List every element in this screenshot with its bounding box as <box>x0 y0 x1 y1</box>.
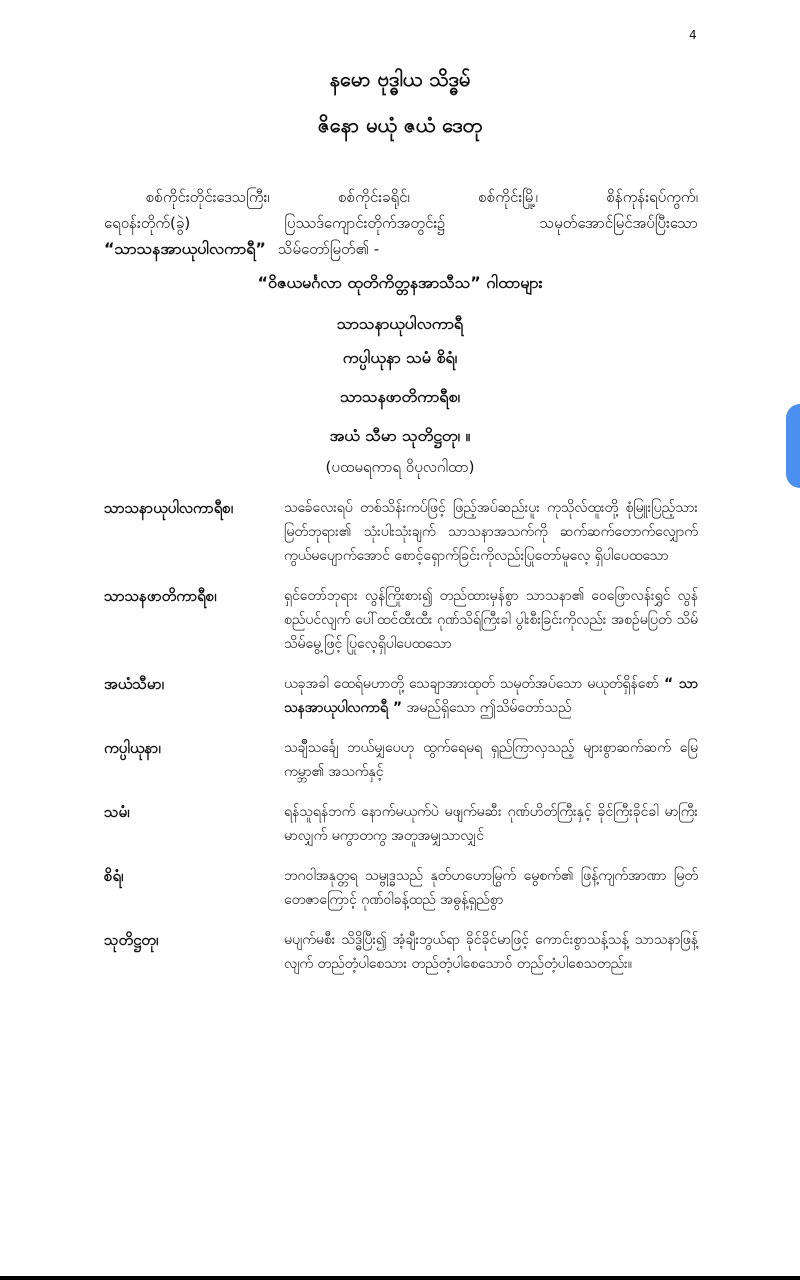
entry-definition: မပျက်မစီး သိဒ္ဓိပြီး၍ အံ့ချီးဘွယ်ရာ ခိုင်ခိုင်မာဖြင့် ကောင်းစွာသန့်သန့် သာသနာဖြန့်လျက် တည်တံ့ပါစေသား တည်တံ့ပါစေသောဝ် တည်တံ့ပါစေသတည်း။ <box>284 932 698 972</box>
list-item <box>104 584 698 656</box>
list-item <box>104 928 698 976</box>
entry-definition: သခ်ေလေးရပ် တစ်သိန်းကပ်ဖြင့် ဖြည့်အပ်ဆည်းပူး ကုသိုလ်ထူးတို့ စုံမြူးပြည့်သား မြတ်ဘုရား၏ သုံးပါးသုံးချက် သာသနာအသက်ကို ဆက်ဆက်တောက်လျှောက်ကွယ်မပျောက်အောင် စောင့်ရှောက်ခြင်းကိုလည်းပြုတော်မူလေ့ ရှိပါပေထသော <box>284 500 698 564</box>
intro-word: စစ်ကိုင်းမြို့၊ <box>478 188 538 206</box>
intro-word: စစ်ကိုင်းခရိုင်၊ <box>338 188 410 206</box>
gatha-line: သာသနဖာတိကာရီစ၊ <box>339 387 461 406</box>
sima-name: “ သာသနအာယုပါလကာရီ ” <box>284 676 698 716</box>
definition-text: ယခုအခါ ထေရ်မဟာတို့ သေချာအားထုတ် သမုတ်အပ်သော မယုတ်ရှိန်စော် <box>284 676 659 692</box>
intro-word: သမုတ်အောင်မြင်အပ်ပြီးသော <box>539 214 698 232</box>
intro-line-1 <box>104 184 698 210</box>
gatha-line: အယံ သီမာ သုတိဋ္ဌတု၊ ။ <box>329 426 471 445</box>
intro-paragraph <box>104 184 698 262</box>
list-item <box>104 736 698 784</box>
gatha-title: “ဝိဇယမင်္ဂလာ ထုတိကိတ္တနအာသီသ” ဂါထာများ <box>257 273 543 292</box>
intro-word: စိန်ကုန်းရပ်ကွက်၊ <box>606 188 698 206</box>
gatha-line: ကပ္ပါယုနာ သမံ စိရံ၊ <box>342 348 458 367</box>
page-number: 4 <box>689 28 697 42</box>
entry-definition <box>284 672 698 720</box>
page-title-invocation: နမော ဗုဒ္ဓါယ သိဒ္ဓမ် <box>329 67 471 91</box>
entry-term: သမံ၊ <box>104 803 130 821</box>
entry-term: သုတိဋ္ဌတု၊ <box>104 931 159 949</box>
list-item <box>104 672 698 720</box>
entry-term: သာသနာယုပါလကာရီစ၊ <box>104 499 234 517</box>
word-meaning-list <box>104 496 698 992</box>
gatha-subtitle: (ပထမရကာရ ဝိပုလဂါထာ) <box>325 458 475 476</box>
entry-term: ကပ္ပါယုနာ၊ <box>104 739 161 757</box>
intro-word: ရေဝန်းတိုက်(ခွဲ) <box>104 214 191 232</box>
definition-text: အမည်ရှိသော ဤသိမ်တော်သည် <box>406 700 572 716</box>
gatha-line: သာသနာယုပါလကာရီ <box>336 314 464 333</box>
intro-word: စစ်ကိုင်းတိုင်းဒေသကြီး၊ <box>146 188 270 206</box>
entry-term: စိရံ၊ <box>104 867 124 885</box>
side-scroll-tab[interactable] <box>786 404 800 488</box>
entry-definition: ရှင်တော်ဘုရား လွန်ကြိုးစား၍ တည်ထားမှန်စွာ သာသနာ၏ ဝေဖြောလန်းရွှင် လွန်စည်ပင်လျက် ပေါ်ထင်ထီးထီး ဂုဏ်သိရ်ကြီးခါ ပွါးစီးခြင်းကိုလည်း အစဉ်မပြတ် သိမ်သိမ်မွေ့ဖြင့် ပြုလေ့ရှိပါပေထသော <box>284 588 698 652</box>
entry-term: အယံသီမာ၊ <box>104 675 164 693</box>
page-title-blessing: ဇိနော မယုံ ဇယံ ဒေတု <box>317 113 483 137</box>
intro-word: သိမ်တော်မြတ်၏ - <box>277 240 380 258</box>
sima-name: “သာသနအာယုပါလကာရီ” <box>104 239 266 258</box>
list-item <box>104 864 698 912</box>
intro-line-2 <box>104 210 698 236</box>
entry-definition: ရန်သူရန်ဘက် နောက်မယုက်ပဲ မဖျက်မဆီး ဂုဏ်ဟိတ်ကြီးနှင့် ခိုင်ကြီးခိုင်ခါ မာကြီးမာလျှက် မကွာတကွ အတူအမျှသာလျှင် <box>284 804 698 844</box>
intro-line-3 <box>104 236 698 262</box>
intro-word: ပြဿဒ်ကျောင်းတိုက်အတွင်း၌ <box>284 214 446 232</box>
bottom-edge-bar <box>0 1276 800 1280</box>
list-item <box>104 800 698 848</box>
entry-definition: သချိဳသင်္ချေ ဘယ်မျှပေဟု ထွက်ရေမရ ရှည်ကြာလှသည့် များစွာဆက်ဆက် မြေကမ္ဘာ၏ အသက်နှင့် <box>284 740 698 780</box>
entry-term: သာသနဖာတိကာရီစ၊ <box>104 587 217 605</box>
entry-definition: ဘဂဝါအနုတ္တရ သမ္ဗုဒ္ဓသည် နုတ်ဟဟောမြွက် မွေစက်၏ ဖြန့်ကျက်အာဏာ မြတ်တေဇာကြောင့် ဂုဏ်ဝါခန့်ထည် အဓွန့်ရှည်စွာ <box>284 868 698 908</box>
list-item <box>104 496 698 568</box>
